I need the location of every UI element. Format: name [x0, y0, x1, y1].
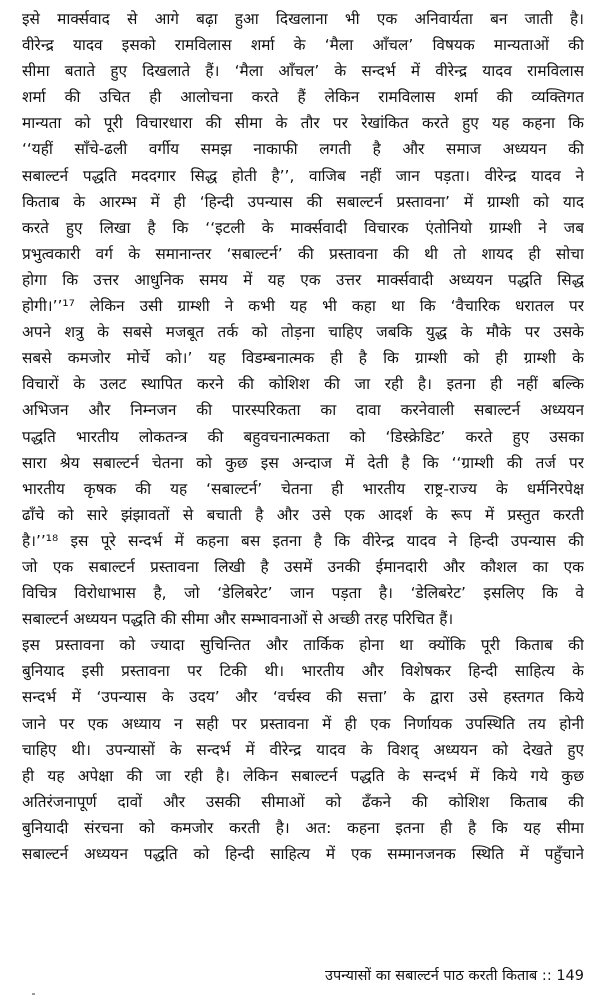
- text-line: सबाल्टर्न अध्ययन पद्धति को हिन्दी साहित्य में एक सम्मानजनक स्थिति में पहुँचाने: [22, 845, 584, 863]
- text-line: भारतीय कृषक की यह ‘सबाल्टर्न’ चेतना ही भारतीय राष्ट्र-राज्य के धर्मनिरपेक्ष: [22, 479, 584, 498]
- text-line: ‘‘यहीं साँचे-ढली वर्गीय समझ नाकाफी लगती है और समाज अध्ययन की: [22, 140, 584, 159]
- text-line: होगी।’’¹⁷ लेकिन उसी ग्राम्शी ने कभी यह भी कहा था कि ‘वैचारिक धरातल पर: [22, 297, 584, 316]
- text-line: चाहिए थी। उपन्यासों के सन्दर्भ में वीरेन्द्र यादव के विशद् अध्ययन को देखते हुए: [22, 740, 584, 759]
- text-line: सबाल्टर्न पद्धति मददगार सिद्ध होती है’’, वाजिब नहीं जान पड़ता। वीरेन्द्र यादव ने: [22, 166, 584, 185]
- text-line: प्रभुत्वकारी वर्ग के समानान्तर ‘सबाल्टर्न’ की प्रस्तावना की थी तो शायद ही सोचा: [22, 244, 584, 263]
- text-line: अपने शत्रु के सबसे मजबूत तर्क को तोड़ना चाहिए जबकि युद्ध के मौके पर उसके: [22, 323, 584, 342]
- text-line: होगा कि उत्तर आधुनिक समय में यह एक उत्तर मार्क्सवादी अध्ययन पद्धति सिद्ध: [22, 270, 584, 289]
- text-line: किताब के आरम्भ में ही ‘हिन्दी उपन्यास की सबाल्टर्न प्रस्तावना’ में ग्राम्शी को याद: [22, 192, 584, 211]
- text-line: सबसे कमजोर मोर्चे को।’ यह विडम्बनात्मक ही है कि ग्राम्शी को ही ग्राम्शी के: [22, 349, 584, 368]
- page-body: [22, 6, 584, 867]
- text-line: शर्मा की उचित ही आलोचना करते हैं लेकिन रामविलास शर्मा की व्यक्तिगत: [22, 88, 584, 107]
- text-line: सबाल्टर्न अध्ययन पद्धति की सीमा और सम्भावनाओं से अच्छी तरह परिचित हैं।: [22, 610, 454, 629]
- text-line: सीमा बताते हुए दिखलाते हैं। ‘मैला आँचल’ के सन्दर्भ में वीरेन्द्र यादव रामविलास: [22, 62, 584, 81]
- text-line: जाने पर एक अध्याय न सही पर प्रस्तावना में ही एक निर्णायक उपस्थिति तय होनी: [22, 714, 584, 733]
- text-line: मान्यता को पूरी विचारधारा की सीमा के तौर पर रेखांकित करते हुए यह कहना कि: [22, 114, 584, 133]
- text-line: बुनियाद इसी प्रस्तावना पर टिकी थी। भारतीय और विशेषकर हिन्दी साहित्य के: [22, 662, 584, 681]
- text-line: अभिजन और निम्नजन की पारस्परिकता का दावा करनेवाली सबाल्टर्न अध्ययन: [22, 401, 584, 420]
- text-line: करते हुए लिखा है कि ‘‘इटली के मार्क्सवादी विचारक एंतोनियो ग्राम्शी ने जब: [22, 218, 584, 237]
- text-line: विचित्र विरोधाभास है, जो ‘डेलिबरेट’ जान पड़ता है। ‘डेलिबरेट’ इसलिए कि वे: [22, 584, 584, 603]
- text-line: ढाँचे को सारे झंझावतों से बचाती है और उसे एक आदर्श के रूप में प्रस्तुत करती: [22, 505, 584, 524]
- text-line: है।’’¹⁸ इस पूरे सन्दर्भ में कहना बस इतना है कि वीरेन्द्र यादव ने हिन्दी उपन्यास की: [22, 531, 584, 550]
- text-line: विचारों के उलट स्थापित करने की कोशिश की जा रही है। इतना ही नहीं बल्कि: [22, 375, 584, 394]
- text-line: ही यह अपेक्षा की जा रही है। लेकिन सबाल्टर्न पद्धति के सन्दर्भ में किये गये कुछ: [22, 766, 584, 785]
- text-line: इस प्रस्तावना को ज्यादा सुचिन्तित और तार्किक होना था क्योंकि पूरी किताब की: [22, 636, 584, 655]
- text-line: बुनियादी संरचना को कमजोर करती है। अत: कहना इतना ही है कि यह सीमा: [22, 818, 584, 837]
- text-line: सन्दर्भ में ‘उपन्यास के उदय’ और ‘वर्चस्व की सत्ता’ के द्वारा उसे हस्तगत किये: [22, 688, 584, 707]
- text-line: वीरेन्द्र यादव इसको रामविलास शर्मा के ‘मैला आँचल’ विषयक मान्यताओं की: [22, 36, 584, 55]
- text-line: जो एक सबाल्टर्न प्रस्तावना लिखी है उसमें उनकी ईमानदारी और कौशल का एक: [22, 557, 584, 576]
- text-line: पद्धति भारतीय लोकतन्त्र की बहुवचनात्मकता को ‘डिस्क्रेडिट’ करते हुए उसका: [22, 427, 584, 446]
- text-line: सारा श्रेय सबाल्टर्न चेतना को कुछ इस अन्दाज में देती है कि ‘‘ग्राम्शी की तर्ज पर: [22, 453, 584, 472]
- running-head-page-number: उपन्यासों का सबाल्टर्न पाठ करती किताब :: 149: [325, 968, 584, 984]
- scan-mark: [32, 993, 35, 995]
- text-line: इसे मार्क्सवाद से आगे बढ़ा हुआ दिखलाना भी एक अनिवार्यता बन जाती है।: [22, 10, 584, 28]
- text-line: अतिरंजनापूर्ण दावों और उसकी सीमाओं को ढँकने की कोशिश किताब की: [22, 792, 584, 811]
